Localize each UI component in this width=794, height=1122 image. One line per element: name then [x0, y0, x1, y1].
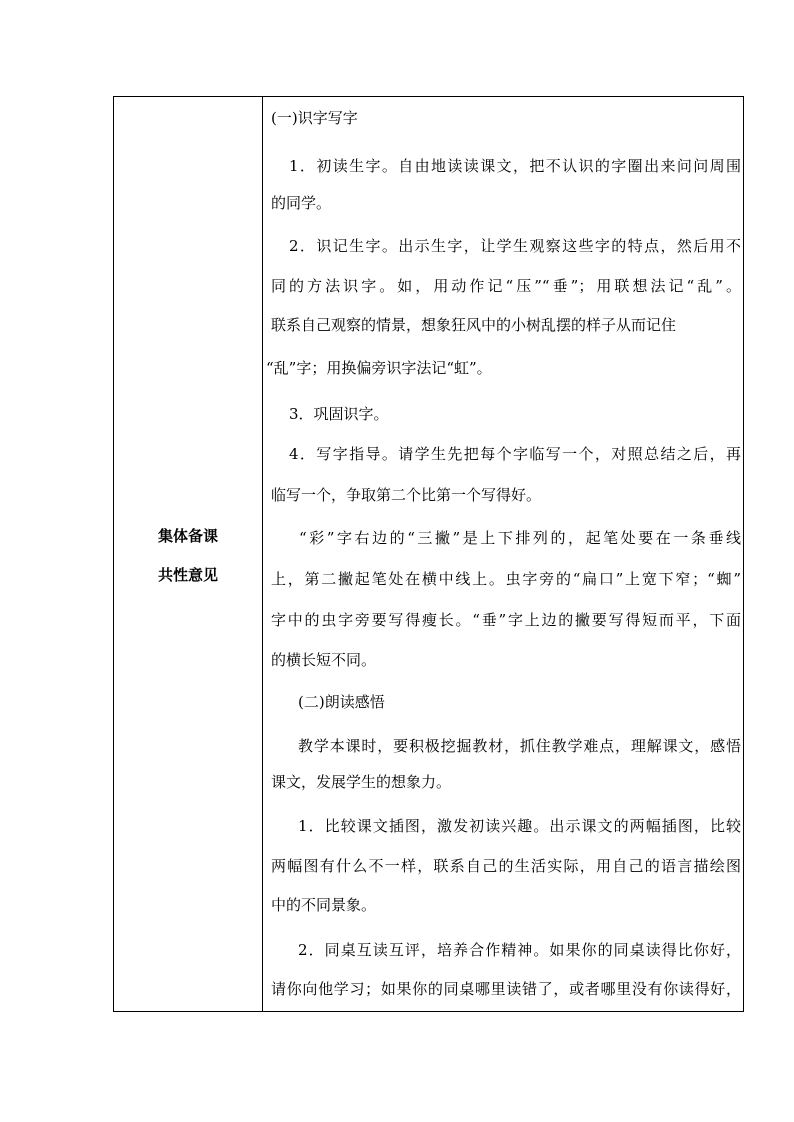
- para4-line2: 临写一个，争取第二个比第一个写得好。: [271, 486, 542, 504]
- para2-line4: “乱”字；用换偏旁识字法记“虹”。: [266, 359, 492, 377]
- para5-line1: “彩”字右边的“三撇”是上下排列的，起笔处要在一条垂线: [299, 529, 741, 547]
- left-label-line1: 集体备课: [157, 527, 218, 545]
- para1-line1: 1．初读生字。自由地读读课文，把不认识的字圈出来问问周围: [289, 157, 741, 175]
- left-label-line2: 共性意见: [157, 566, 218, 584]
- para2-line1: 2．识记生字。出示生字，让学生观察这些字的特点，然后用不: [289, 237, 741, 255]
- para8-line2: 请你向他学习；如果你的同桌哪里读错了，或者哪里没有你读得好，: [271, 980, 741, 998]
- lesson-plan-table: [113, 96, 744, 1012]
- para1-line2: 的同学。: [271, 194, 332, 212]
- para2-line3: 联系自己观察的情景，想象狂风中的小树乱摆的样子从而记住: [271, 316, 677, 334]
- para7-line1: 1．比较课文插图，激发初读兴趣。出示课文的两幅插图，比较: [298, 817, 741, 835]
- para5-line2: 上，第二撇起笔处在横中线上。虫字旁的“扁口”上宽下窄；“蜘”: [271, 570, 741, 588]
- para8-line1: 2．同桌互读互评，培养合作精神。如果你的同桌读得比你好，: [298, 941, 741, 959]
- para6-line2: 课文，发展学生的想象力。: [271, 773, 452, 791]
- para5-line4: 的横长短不同。: [271, 651, 377, 669]
- para3-line1: 3．巩固识字。: [289, 405, 389, 423]
- para7-line3: 中的不同景象。: [271, 896, 377, 914]
- para2-line2: 同的方法识字。如，用动作记“压”“垂”；用联想法记“乱”。: [271, 277, 741, 295]
- para6-line1: 教学本课时，要积极挖掘教材，抓住教学难点，理解课文，感悟: [298, 737, 741, 755]
- heading-literacy: (一)识字写字: [271, 109, 358, 127]
- heading-reading: (二)朗读感悟: [298, 693, 385, 711]
- para5-line3: 字中的虫字旁要写得瘦长。“垂”字上边的撇要写得短而平，下面: [271, 611, 741, 629]
- para7-line2: 两幅图有什么不一样，联系自己的生活实际，用自己的语言描绘图: [271, 857, 741, 875]
- para4-line1: 4．写字指导。请学生先把每个字临写一个，对照总结之后，再: [289, 445, 741, 463]
- column-divider: [262, 97, 263, 1011]
